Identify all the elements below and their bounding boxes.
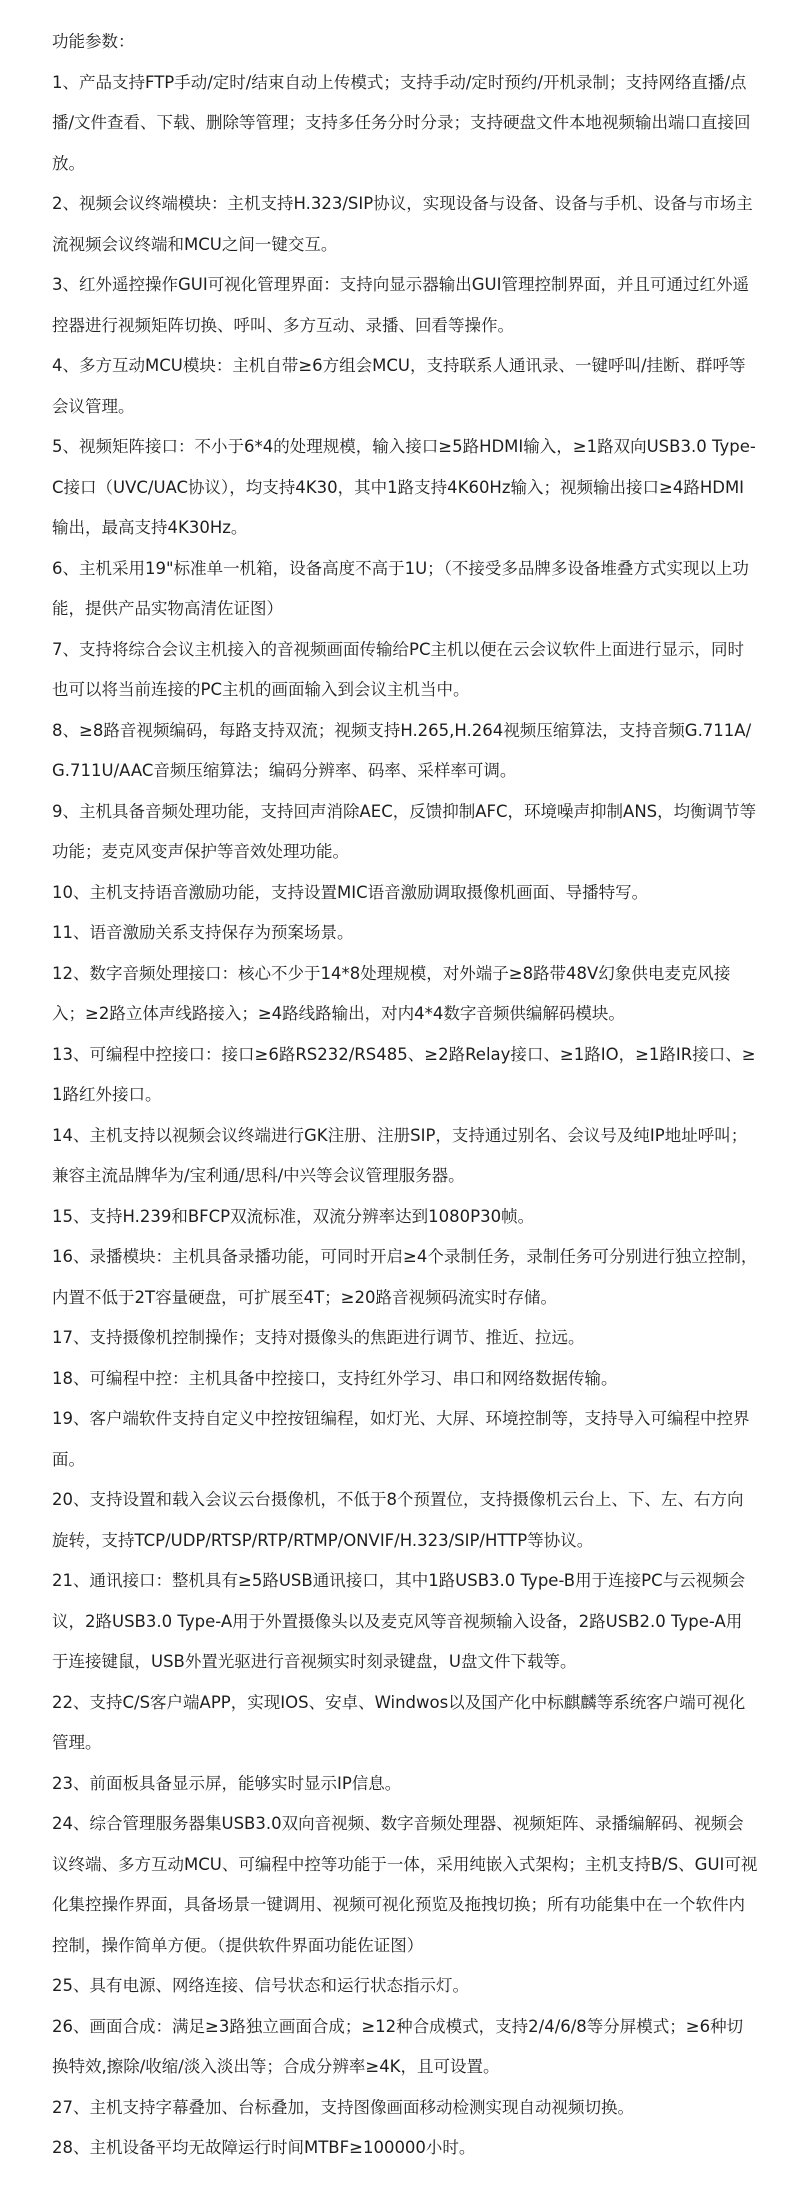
spec-item-17: 17、支持摄像机控制操作；支持对摄像头的焦距进行调节、推近、拉远。 <box>52 1328 585 1347</box>
spec-item-9: 9、主机具备音频处理功能，支持回声消除AEC，反馈抑制AFC，环境噪声抑制ANS，均衡调节等功能；麦克风变声保护等音效处理功能。 <box>52 801 757 861</box>
spec-item-25: 25、具有电源、网络连接、信号状态和运行状态指示灯。 <box>52 1976 469 1995</box>
spec-item-10: 10、主机支持语音激励功能，支持设置MIC语音激励调取摄像机画面、导播特写。 <box>52 882 649 902</box>
spec-item-22: 22、支持C/S客户端APP，实现IOS、安卓、Windwos以及国产化中标麒麟等系统客户端可视化管理。 <box>52 1692 746 1752</box>
spec-item-13: 13、可编程中控接口：接口≥6路RS232/RS485、≥2路Relay接口、≥1路IO，≥1路IR接口、≥1路红外接口。 <box>52 1044 756 1104</box>
spec-item-4: 4、多方互动MCU模块：主机自带≥6方组会MCU，支持联系人通讯录、一键呼叫/挂断、群呼等会议管理。 <box>52 356 746 416</box>
spec-item-8: 8、≥8路音视频编码，每路支持双流；视频支持H.265,H.264视频压缩算法，支持音频G.711A/G.711U/AAC音频压缩算法；编码分辨率、码率、采样率可调。 <box>52 720 752 780</box>
spec-item-11: 11、语音激励关系支持保存为预案场景。 <box>52 923 354 942</box>
spec-item-26: 26、画面合成：满足≥3路独立画面合成；≥12种合成模式，支持2/4/6/8等分屏模式；≥6种切换特效,擦除/收缩/淡入淡出等；合成分辨率≥4K，且可设置。 <box>52 2016 744 2076</box>
spec-item-27: 27、主机支持字幕叠加、台标叠加，支持图像画面移动检测实现自动视频切换。 <box>52 2097 634 2117</box>
spec-item-18: 18、可编程中控：主机具备中控接口，支持红外学习、串口和网络数据传输。 <box>52 1368 618 1388</box>
spec-item-1: 1、产品支持FTP手动/定时/结束自动上传模式；支持手动/定时预约/开机录制；支持网络直播/点播/文件查看、下载、删除等管理；支持多任务分时分录；支持硬盘文件本地视频输出端口直接回放。 <box>52 72 751 173</box>
spec-item-20: 20、支持设置和载入会议云台摄像机，不低于8个预置位，支持摄像机云台上、下、左、右方向旋转，支持TCP/UDP/RTSP/RTP/RTMP/ONVIF/H.323/SIP/HTTP等协议。 <box>52 1490 744 1550</box>
spec-item-2: 2、视频会议终端模块：主机支持H.323/SIP协议，实现设备与设备、设备与手机、设备与市场主流视频会议终端和MCU之间一键交互。 <box>52 194 753 254</box>
spec-item-15: 15、支持H.239和BFCP双流标准，双流分辨率达到1080P30帧。 <box>52 1206 535 1226</box>
spec-item-6: 6、主机采用19"标准单一机箱，设备高度不高于1U；（不接受多品牌多设备堆叠方式实现以上功能，提供产品实物高清佐证图） <box>52 558 749 618</box>
spec-item-24: 24、综合管理服务器集USB3.0双向音视频、数字音频处理器、视频矩阵、录播编解码、视频会议终端、多方互动MCU、可编程中控等功能于一体，采用纯嵌入式架构；主机支持B/S、GUI可视化集控操作界面，具备场景一键调用、视频可视化预览及拖拽切换；所有功能集中在一个软件内控制，操作简单方便。（提供软件界面功能佐证图） <box>52 1814 758 1955</box>
spec-item-7: 7、支持将综合会议主机接入的音视频画面传输给PC主机以便在云会议软件上面进行显示，同时也可以将当前连接的PC主机的画面输入到会议主机当中。 <box>52 639 744 699</box>
spec-item-19: 19、客户端软件支持自定义中控按钮编程，如灯光、大屏、环境控制等，支持导入可编程中控界面。 <box>52 1409 750 1469</box>
spec-item-28: 28、主机设备平均无故障运行时间MTBF≥100000小时。 <box>52 2138 476 2157</box>
spec-item-23: 23、前面板具备显示屏，能够实时显示IP信息。 <box>52 1773 402 1793</box>
spec-item-12: 12、数字音频处理接口：核心不少于14*8处理规模，对外端子≥8路带48V幻象供电麦克风接入；≥2路立体声线路接入；≥4路线路输出，对内4*4数字音频供编解码模块。 <box>52 963 731 1023</box>
spec-item-14: 14、主机支持以视频会议终端进行GK注册、注册SIP，支持通过别名、会议号及纯IP地址呼叫；兼容主流品牌华为/宝利通/思科/中兴等会议管理服务器。 <box>52 1125 748 1185</box>
spec-item-21: 21、通讯接口：整机具有≥5路USB通讯接口，其中1路USB3.0 Type-B用于连接PC与云视频会议，2路USB3.0 Type-A用于外置摄像头以及麦克风等音视频输入设备，2路USB2.0 Type-A用于连接键鼠，USB外置光驱进行音视频实时刻录键盘，U盘文件下载等。 <box>52 1571 746 1671</box>
spec-item-5: 5、视频矩阵接口：不小于6*4的处理规模，输入接口≥5路HDMI输入，≥1路双向USB3.0 Type-C接口（UVC/UAC协议），均支持4K30，其中1路支持4K60Hz输入；视频输出接口≥4路HDMI输出，最高支持4K30Hz。 <box>52 437 756 537</box>
section-title: 功能参数： <box>52 32 135 51</box>
spec-item-16: 16、录播模块：主机具备录播功能，可同时开启≥4个录制任务，录制任务可分别进行独立控制，内置不低于2T容量硬盘，可扩展至4T；≥20路音视频码流实时存储。 <box>52 1247 758 1307</box>
spec-item-3: 3、红外遥控操作GUI可视化管理界面：支持向显示器输出GUI管理控制界面，并且可通过红外遥控器进行视频矩阵切换、呼叫、多方互动、录播、回看等操作。 <box>52 275 749 335</box>
spec-list <box>52 63 758 2169</box>
